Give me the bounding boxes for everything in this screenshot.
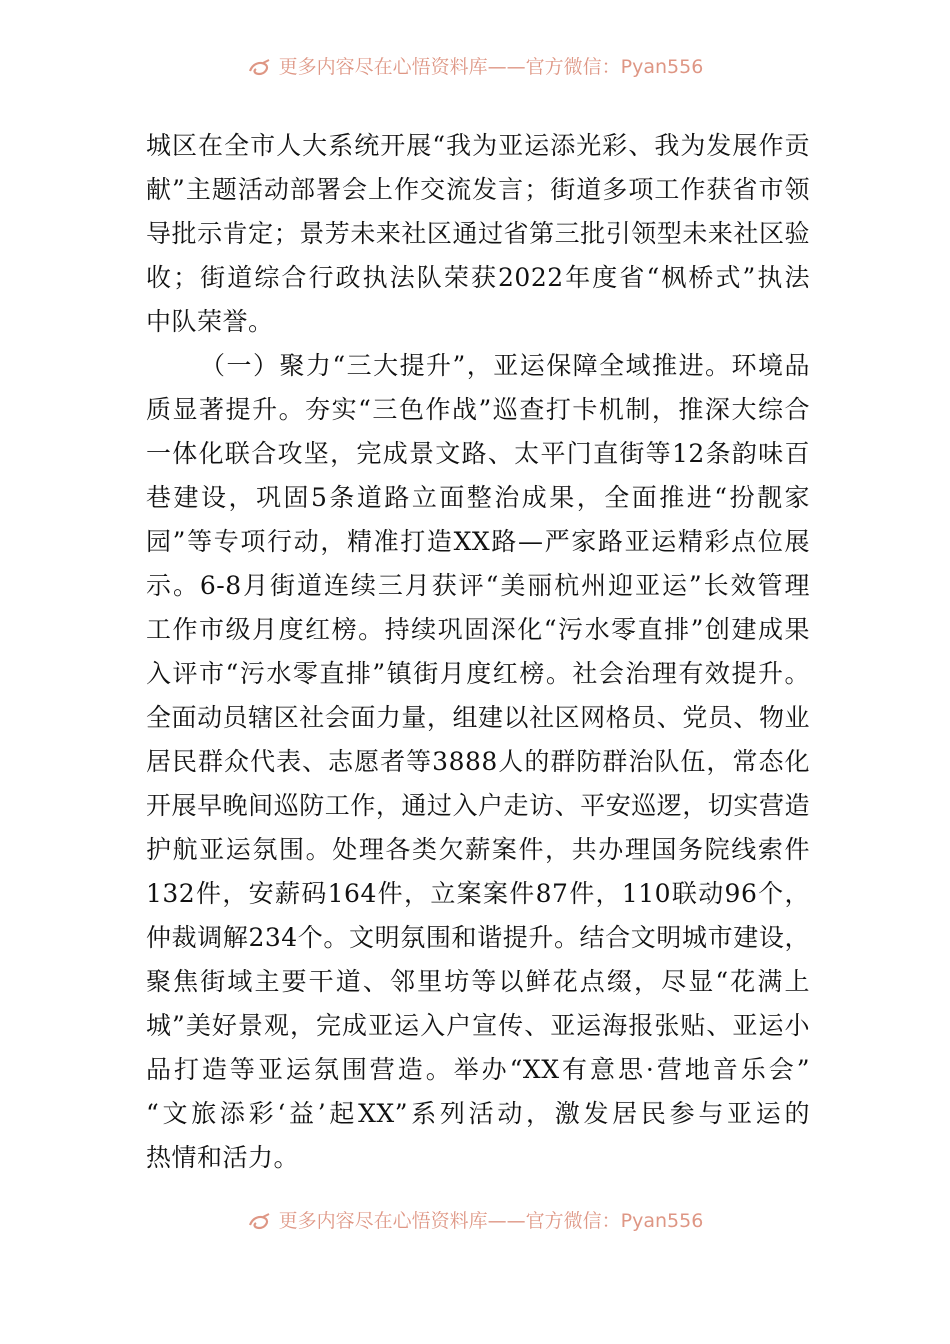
text-line: 护航亚运氛围。处理各类欠薪案件，共办理国务院线索件 <box>146 835 810 864</box>
text-line: 收；街道综合行政执法队荣获2022年度省“枫桥式”执法 <box>146 263 810 292</box>
text-line: 示。6-8月街道连续三月获评“美丽杭州迎亚运”长效管理 <box>146 571 810 600</box>
text-line: 巷建设，巩固5条道路立面整治成果，全面推进“扮靓家 <box>146 483 810 512</box>
watermark-text: 更多内容尽在心悟资料库——官方微信：Pyan556 <box>278 57 704 78</box>
watermark-text-wrap <box>279 57 704 79</box>
text-line: 城”美好景观，完成亚运入户宣传、亚运海报张贴、亚运小 <box>146 1011 810 1040</box>
watermark-logo-icon <box>247 57 273 79</box>
document-body <box>146 124 810 1180</box>
section-heading-line: （一）聚力“三大提升”，亚运保障全域推进。环境品 <box>200 351 810 380</box>
text-line: 仲裁调解234个。文明氛围和谐提升。结合文明城市建设， <box>146 923 810 952</box>
watermark-logo-icon <box>247 1211 273 1233</box>
text-line: “文旅添彩‘益’起XX”系列活动，激发居民参与亚运的 <box>146 1099 810 1128</box>
text-line: 聚焦街域主要干道、邻里坊等以鲜花点缀，尽显“花满上 <box>146 967 810 996</box>
text-line: 质显著提升。夯实“三色作战”巡查打卡机制，推深大综合 <box>146 395 810 424</box>
text-line: 一体化联合攻坚，完成景文路、太平门直街等12条韵味百 <box>146 439 810 468</box>
watermark-text-wrap <box>279 1211 704 1233</box>
text-line: 132件，安薪码164件，立案案件87件，110联动96个， <box>146 879 810 908</box>
text-line: 工作市级月度红榜。持续巩固深化“污水零直排”创建成果 <box>146 615 810 644</box>
text-line: 城区在全市人大系统开展“我为亚运添光彩、我为发展作贡 <box>146 131 810 160</box>
text-line: 献”主题活动部署会上作交流发言；街道多项工作获省市领 <box>146 175 810 204</box>
text-line: 中队荣誉。 <box>146 307 274 336</box>
text-line: 全面动员辖区社会面力量，组建以社区网格员、党员、物业 <box>146 703 810 732</box>
text-line: 园”等专项行动，精准打造XX路—严家路亚运精彩点位展 <box>146 527 810 556</box>
text-line: 热情和活力。 <box>146 1143 300 1172</box>
watermark-header <box>0 48 950 88</box>
text-line: 导批示肯定；景芳未来社区通过省第三批引领型未来社区验 <box>146 219 810 248</box>
watermark-text: 更多内容尽在心悟资料库——官方微信：Pyan556 <box>278 1211 704 1232</box>
text-line: 居民群众代表、志愿者等3888人的群防群治队伍，常态化 <box>146 747 810 776</box>
text-line: 品打造等亚运氛围营造。举办“XX有意思·营地音乐会” <box>146 1055 810 1084</box>
text-line: 开展早晚间巡防工作，通过入户走访、平安巡逻，切实营造 <box>146 791 810 820</box>
text-line: 入评市“污水零直排”镇街月度红榜。社会治理有效提升。 <box>146 659 810 688</box>
watermark-footer <box>0 1202 950 1242</box>
